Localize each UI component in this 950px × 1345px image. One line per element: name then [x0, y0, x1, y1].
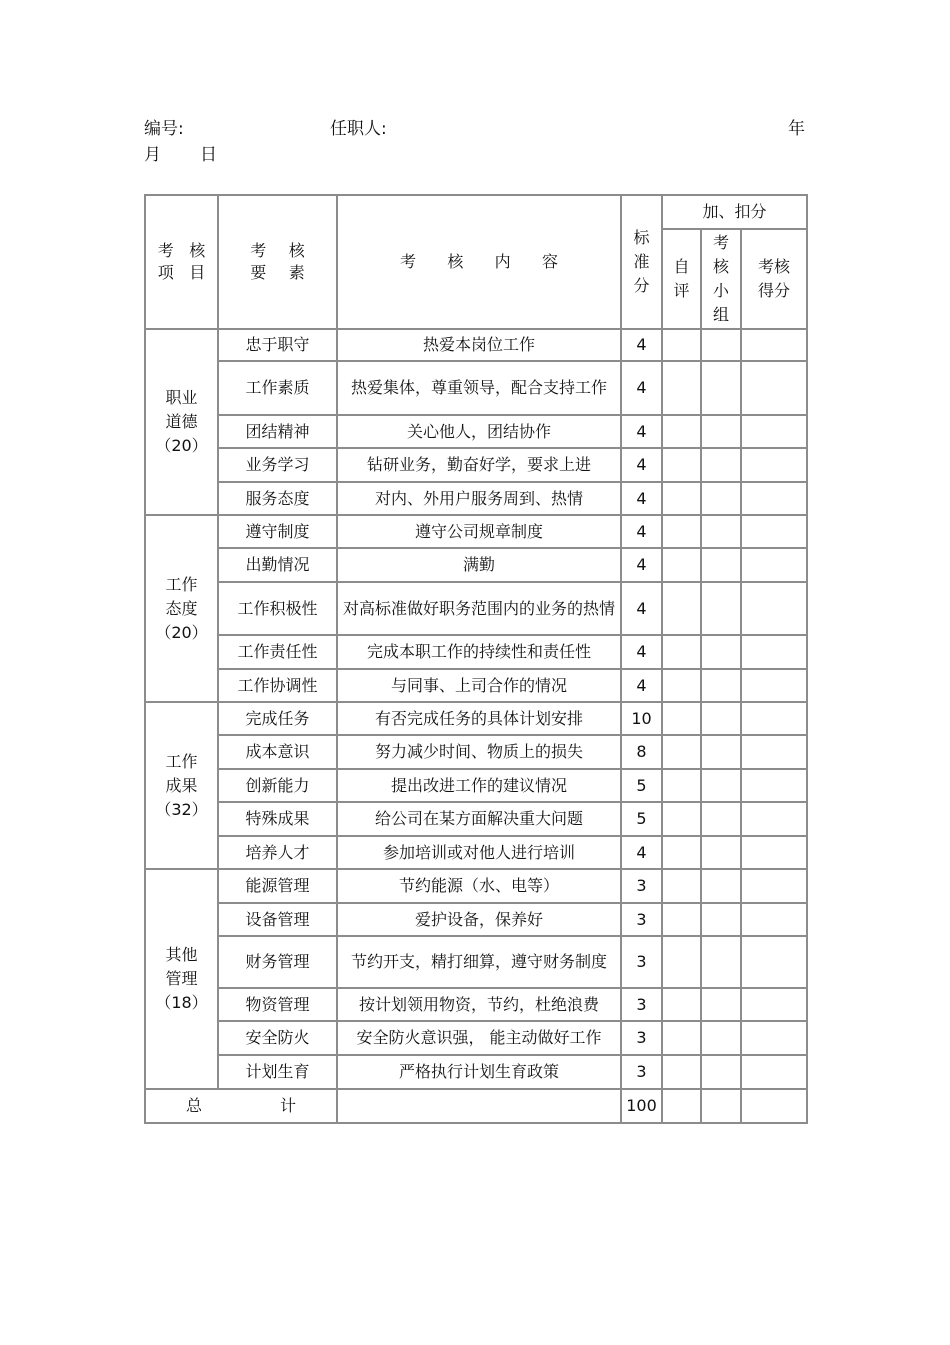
- col-standard-header: 标 准 分: [621, 195, 662, 329]
- content-cell: 热爱集体，尊重领导，配合支持工作: [337, 361, 621, 415]
- element-cell: 能源管理: [218, 869, 337, 903]
- content-cell: 关心他人，团结协作: [337, 415, 621, 448]
- standard-score-cell: 4: [621, 329, 662, 361]
- year-label: 年: [788, 119, 805, 139]
- final-score-cell[interactable]: [741, 769, 807, 802]
- table-row: [145, 482, 807, 515]
- total-group-cell[interactable]: [701, 1089, 741, 1123]
- total-final-cell[interactable]: [741, 1089, 807, 1123]
- element-cell: 工作积极性: [218, 582, 337, 635]
- group-eval-cell[interactable]: [701, 361, 741, 415]
- table-row: [145, 903, 807, 936]
- final-score-cell[interactable]: [741, 988, 807, 1021]
- content-cell: 遵守公司规章制度: [337, 515, 621, 548]
- table-row: [145, 515, 807, 548]
- element-cell: 遵守制度: [218, 515, 337, 548]
- standard-score-cell: 3: [621, 869, 662, 903]
- standard-score-cell: 4: [621, 836, 662, 869]
- table-row: [145, 329, 807, 361]
- final-score-cell[interactable]: [741, 802, 807, 836]
- group-eval-cell[interactable]: [701, 635, 741, 669]
- final-score-cell[interactable]: [741, 936, 807, 988]
- table-row: [145, 1055, 807, 1089]
- standard-score-cell: 5: [621, 769, 662, 802]
- table-row: [145, 869, 807, 903]
- table-row: [145, 936, 807, 988]
- final-score-cell[interactable]: [741, 582, 807, 635]
- standard-score-cell: 3: [621, 936, 662, 988]
- element-cell: 计划生育: [218, 1055, 337, 1089]
- element-cell: 成本意识: [218, 735, 337, 769]
- group-eval-cell[interactable]: [701, 448, 741, 482]
- group-eval-cell[interactable]: [701, 988, 741, 1021]
- table-row: [145, 735, 807, 769]
- group-name: 职业 道德 （20）: [145, 329, 218, 515]
- evaluation-table: [144, 194, 808, 1124]
- self-eval-cell[interactable]: [662, 1055, 701, 1089]
- final-score-cell[interactable]: [741, 702, 807, 735]
- self-eval-cell[interactable]: [662, 515, 701, 548]
- content-cell: 有否完成任务的具体计划安排: [337, 702, 621, 735]
- standard-score-cell: 4: [621, 482, 662, 515]
- standard-score-cell: 4: [621, 415, 662, 448]
- self-eval-cell[interactable]: [662, 635, 701, 669]
- final-score-cell[interactable]: [741, 329, 807, 361]
- total-score: 100: [621, 1089, 662, 1123]
- standard-score-cell: 4: [621, 669, 662, 702]
- final-score-cell[interactable]: [741, 836, 807, 869]
- table-row: [145, 769, 807, 802]
- element-cell: 设备管理: [218, 903, 337, 936]
- table-row: [145, 448, 807, 482]
- table-row: [145, 548, 807, 582]
- self-eval-cell[interactable]: [662, 702, 701, 735]
- final-score-cell[interactable]: [741, 1055, 807, 1089]
- final-score-cell[interactable]: [741, 361, 807, 415]
- final-score-cell[interactable]: [741, 548, 807, 582]
- content-cell: 节约能源（水、电等）: [337, 869, 621, 903]
- group-eval-cell[interactable]: [701, 869, 741, 903]
- table-row: [145, 669, 807, 702]
- group-eval-cell[interactable]: [701, 769, 741, 802]
- self-eval-cell[interactable]: [662, 329, 701, 361]
- content-cell: 安全防火意识强， 能主动做好工作: [337, 1021, 621, 1055]
- content-cell: 对高标准做好职务范围内的业务的热情: [337, 582, 621, 635]
- content-cell: 努力减少时间、物质上的损失: [337, 735, 621, 769]
- group-eval-cell[interactable]: [701, 836, 741, 869]
- self-eval-cell[interactable]: [662, 836, 701, 869]
- standard-score-cell: 8: [621, 735, 662, 769]
- final-score-cell[interactable]: [741, 669, 807, 702]
- col-element-header: 考 核 要 素: [218, 195, 337, 329]
- final-score-cell[interactable]: [741, 1021, 807, 1055]
- table-row: [145, 582, 807, 635]
- self-eval-cell[interactable]: [662, 869, 701, 903]
- group-eval-cell[interactable]: [701, 415, 741, 448]
- day-label: 日: [200, 145, 217, 165]
- group-eval-cell[interactable]: [701, 1055, 741, 1089]
- final-score-cell[interactable]: [741, 448, 807, 482]
- element-cell: 创新能力: [218, 769, 337, 802]
- group-name: 工作 成果 （32）: [145, 702, 218, 869]
- table-row: [145, 988, 807, 1021]
- group-eval-cell[interactable]: [701, 735, 741, 769]
- group-eval-cell[interactable]: [701, 702, 741, 735]
- total-self-cell[interactable]: [662, 1089, 701, 1123]
- self-eval-cell[interactable]: [662, 988, 701, 1021]
- group-eval-cell[interactable]: [701, 903, 741, 936]
- content-cell: 完成本职工作的持续性和责任性: [337, 635, 621, 669]
- self-eval-cell[interactable]: [662, 482, 701, 515]
- self-eval-cell[interactable]: [662, 448, 701, 482]
- standard-score-cell: 4: [621, 448, 662, 482]
- month-label: 月: [144, 145, 161, 165]
- element-cell: 业务学习: [218, 448, 337, 482]
- content-cell: 爱护设备，保养好: [337, 903, 621, 936]
- table-row: [145, 635, 807, 669]
- table-row: [145, 415, 807, 448]
- content-cell: 满勤: [337, 548, 621, 582]
- standard-score-cell: 4: [621, 635, 662, 669]
- self-eval-cell[interactable]: [662, 582, 701, 635]
- table-row: [145, 361, 807, 415]
- content-cell: 给公司在某方面解决重大问题: [337, 802, 621, 836]
- final-score-cell[interactable]: [741, 482, 807, 515]
- element-cell: 物资管理: [218, 988, 337, 1021]
- group-eval-cell[interactable]: [701, 1021, 741, 1055]
- group-eval-cell[interactable]: [701, 548, 741, 582]
- col-item-header: 考 核 项 目: [145, 195, 218, 329]
- standard-score-cell: 3: [621, 1055, 662, 1089]
- standard-score-cell: 3: [621, 988, 662, 1021]
- group-eval-cell[interactable]: [701, 802, 741, 836]
- content-cell: 与同事、上司合作的情况: [337, 669, 621, 702]
- self-eval-cell[interactable]: [662, 415, 701, 448]
- holder-label: 任职人:: [330, 119, 387, 139]
- table-row: [145, 702, 807, 735]
- element-cell: 团结精神: [218, 415, 337, 448]
- total-content-cell: [337, 1089, 621, 1123]
- element-cell: 安全防火: [218, 1021, 337, 1055]
- content-cell: 参加培训或对他人进行培训: [337, 836, 621, 869]
- group-eval-cell[interactable]: [701, 329, 741, 361]
- standard-score-cell: 4: [621, 548, 662, 582]
- element-cell: 忠于职守: [218, 329, 337, 361]
- col-content-header: 考 核 内 容: [337, 195, 621, 329]
- number-label: 编号:: [144, 119, 184, 139]
- standard-score-cell: 4: [621, 361, 662, 415]
- element-cell: 完成任务: [218, 702, 337, 735]
- group-eval-cell[interactable]: [701, 482, 741, 515]
- final-score-cell[interactable]: [741, 635, 807, 669]
- col-self-header: 自 评: [662, 229, 701, 329]
- group-eval-cell[interactable]: [701, 515, 741, 548]
- element-cell: 特殊成果: [218, 802, 337, 836]
- standard-score-cell: 4: [621, 515, 662, 548]
- col-score-header: 考核 得分: [741, 229, 807, 329]
- col-adjust-header: 加、扣分: [662, 195, 807, 229]
- self-eval-cell[interactable]: [662, 669, 701, 702]
- table-row: [145, 836, 807, 869]
- element-cell: 工作素质: [218, 361, 337, 415]
- final-score-cell[interactable]: [741, 869, 807, 903]
- self-eval-cell[interactable]: [662, 548, 701, 582]
- content-cell: 提出改进工作的建议情况: [337, 769, 621, 802]
- content-cell: 严格执行计划生育政策: [337, 1055, 621, 1089]
- standard-score-cell: 3: [621, 903, 662, 936]
- final-score-cell[interactable]: [741, 515, 807, 548]
- element-cell: 服务态度: [218, 482, 337, 515]
- element-cell: 出勤情况: [218, 548, 337, 582]
- self-eval-cell[interactable]: [662, 361, 701, 415]
- standard-score-cell: 5: [621, 802, 662, 836]
- group-eval-cell[interactable]: [701, 582, 741, 635]
- standard-score-cell: 10: [621, 702, 662, 735]
- col-group-header: 考 核 小 组: [701, 229, 741, 329]
- final-score-cell[interactable]: [741, 903, 807, 936]
- total-label: 总 计: [145, 1089, 337, 1123]
- table-row: [145, 1021, 807, 1055]
- standard-score-cell: 3: [621, 1021, 662, 1055]
- element-cell: 财务管理: [218, 936, 337, 988]
- group-name: 其他 管理 （18）: [145, 869, 218, 1089]
- self-eval-cell[interactable]: [662, 769, 701, 802]
- standard-score-cell: 4: [621, 582, 662, 635]
- element-cell: 培养人才: [218, 836, 337, 869]
- self-eval-cell[interactable]: [662, 802, 701, 836]
- content-cell: 节约开支，精打细算，遵守财务制度: [337, 936, 621, 988]
- element-cell: 工作责任性: [218, 635, 337, 669]
- self-eval-cell[interactable]: [662, 936, 701, 988]
- self-eval-cell[interactable]: [662, 735, 701, 769]
- header-row-1: [145, 195, 807, 229]
- content-cell: 按计划领用物资，节约，杜绝浪费: [337, 988, 621, 1021]
- group-eval-cell[interactable]: [701, 936, 741, 988]
- total-row: [145, 1089, 807, 1123]
- content-cell: 对内、外用户服务周到、热情: [337, 482, 621, 515]
- final-score-cell[interactable]: [741, 735, 807, 769]
- self-eval-cell[interactable]: [662, 903, 701, 936]
- self-eval-cell[interactable]: [662, 1021, 701, 1055]
- element-cell: 工作协调性: [218, 669, 337, 702]
- group-name: 工作 态度 （20）: [145, 515, 218, 702]
- final-score-cell[interactable]: [741, 415, 807, 448]
- content-cell: 热爱本岗位工作: [337, 329, 621, 361]
- group-eval-cell[interactable]: [701, 669, 741, 702]
- content-cell: 钻研业务，勤奋好学，要求上进: [337, 448, 621, 482]
- table-row: [145, 802, 807, 836]
